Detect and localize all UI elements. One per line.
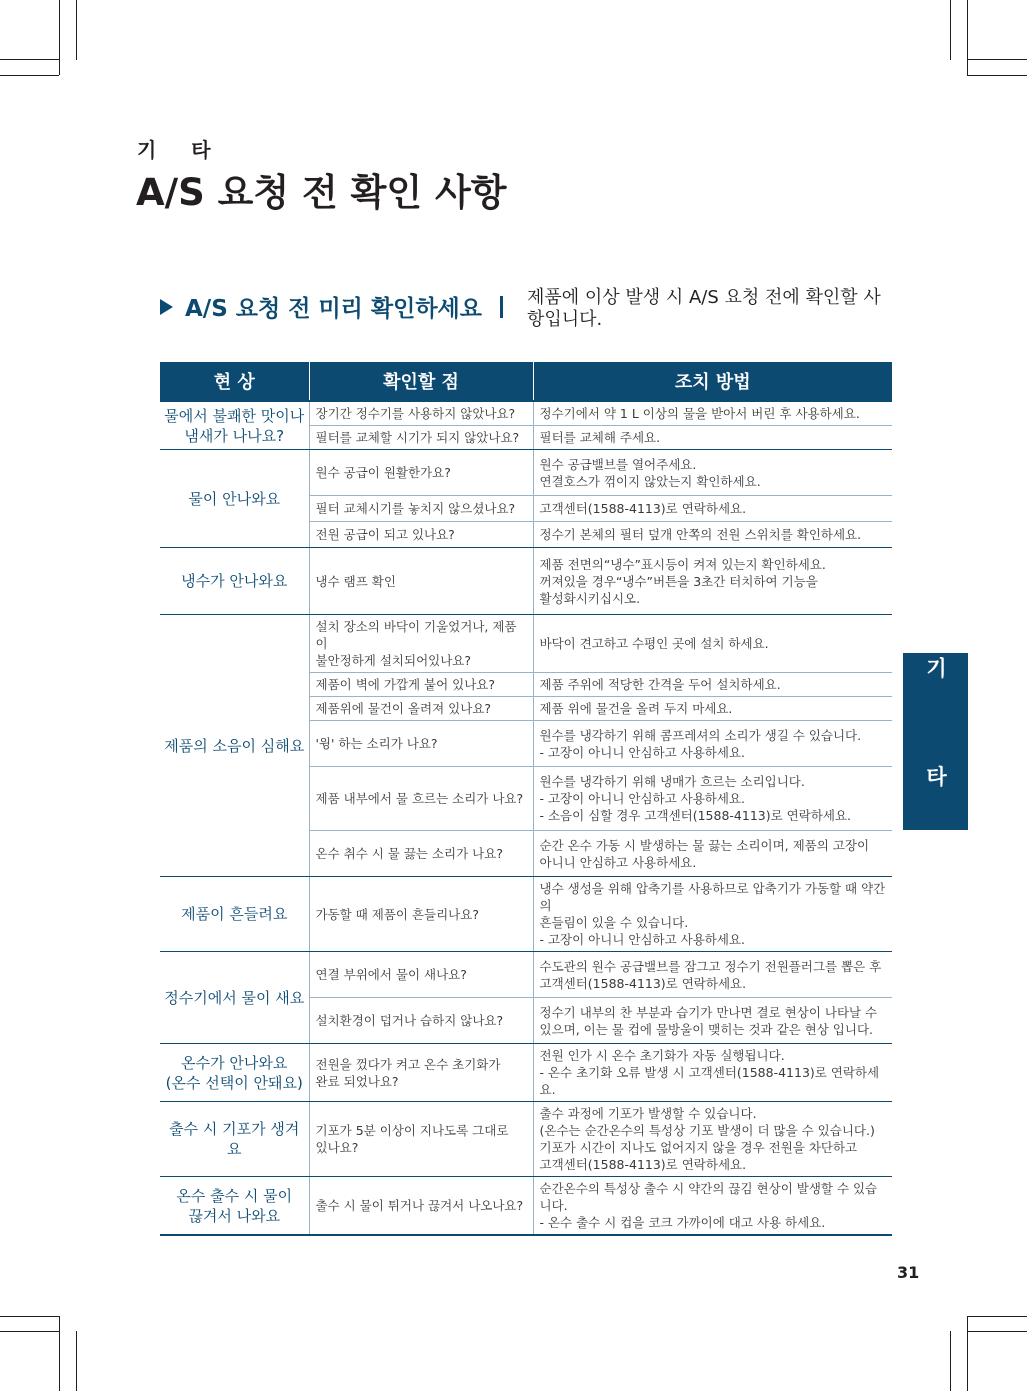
action-cell: 제품 전면의“냉수”표시등이 켜져 있는지 확인하세요. 꺼져있을 경우“냉수”버튼을 3초간 터치하여 기능을 활성화시키십시오.: [533, 548, 892, 615]
crop-mark-top-left-v: [59, 0, 60, 75]
check-cell: 제품 내부에서 물 흐르는 소리가 나요?: [309, 767, 533, 831]
crop-mark-top-right-h: [967, 59, 1027, 60]
symptom-cell: 온수가 안나와요 (온수 선택이 안돼요): [160, 1044, 309, 1102]
action-cell: 전원 인가 시 온수 초기화가 자동 실행됩니다. - 온수 초기화 오류 발생 시 고객센터(1588-4113)로 연락하세요.: [533, 1044, 892, 1102]
table-header-row: [160, 362, 892, 401]
action-cell: 수도관의 원수 공급밸브를 잠그고 정수기 전원플러그를 뽑은 후 고객센터(1588-4113)로 연락하세요.: [533, 952, 892, 998]
page-number: 31: [897, 1263, 920, 1282]
column-header-symptom: 현 상: [160, 362, 309, 401]
crop-mark-bottom-right-h: [967, 1316, 1027, 1317]
subheading-title: A/S 요청 전 미리 확인하세요: [185, 296, 482, 322]
check-cell: 기포가 5분 이상이 지나도록 그대로 있나요?: [309, 1102, 533, 1177]
symptom-cell: 정수기에서 물이 새요: [160, 952, 309, 1044]
action-cell: 정수기 본체의 필터 덮개 안쪽의 전원 스위치를 확인하세요.: [533, 522, 892, 548]
action-cell: 원수를 냉각하기 위해 콤프레셔의 소리가 생길 수 있습니다. - 고장이 아니니 안심하고 사용하세요.: [533, 721, 892, 767]
action-cell: 순간온수의 특성상 출수 시 약간의 끊김 현상이 발생할 수 있습니다. - 온수 출수 시 컵을 코크 가까이에 대고 사용 하세요.: [533, 1177, 892, 1236]
crop-mark-bottom-right-h2: [967, 1331, 1027, 1332]
check-cell: 연결 부위에서 물이 새나요?: [309, 952, 533, 998]
crop-mark-bottom-left-h2: [0, 1331, 60, 1332]
subheading: [160, 290, 519, 323]
crop-mark-bottom-right-v2: [967, 1316, 968, 1391]
action-cell: 정수기에서 약 1 L 이상의 물을 받아서 버린 후 사용하세요.: [533, 401, 892, 426]
check-cell: 제품이 벽에 가깝게 붙어 있나요?: [309, 673, 533, 697]
symptom-cell: 온수 출수 시 물이 끊겨서 나와요: [160, 1177, 309, 1236]
check-cell: 출수 시 물이 튀거나 끊겨서 나오나요?: [309, 1177, 533, 1236]
side-tab-label: 기 타: [923, 656, 948, 827]
column-header-action: 조치 방법: [533, 362, 892, 401]
table-row: [160, 615, 892, 673]
check-cell: '윙' 하는 소리가 나요?: [309, 721, 533, 767]
crop-mark-top-left-v2: [76, 0, 77, 60]
check-cell: 원수 공급이 원활한가요?: [309, 450, 533, 496]
table-row: [160, 877, 892, 952]
action-cell: 원수를 냉각하기 위해 냉매가 흐르는 소리입니다. - 고장이 아니니 안심하고 사용하세요. - 소음이 심할 경우 고객센터(1588-4113)로 연락하세요.: [533, 767, 892, 831]
section-label: 기 타: [137, 138, 225, 162]
symptom-cell: 출수 시 기포가 생겨요: [160, 1102, 309, 1177]
check-cell: 가동할 때 제품이 흔들리나요?: [309, 877, 533, 952]
table-row: [160, 548, 892, 615]
symptom-cell: 물이 안나와요: [160, 450, 309, 548]
action-cell: 정수기 내부의 찬 부분과 습기가 만나면 결로 현상이 나타날 수 있으며, 이는 물 컵에 물방울이 맺히는 것과 같은 현상 입니다.: [533, 998, 892, 1044]
action-cell: 냉수 생성을 위해 압축기를 사용하므로 압축기가 가동할 때 약간의 흔들림이 있을 수 있습니다. - 고장이 아니니 안심하고 사용하세요.: [533, 877, 892, 952]
action-cell: 순간 온수 가동 시 발생하는 물 끓는 소리이며, 제품의 고장이 아니니 안심하고 사용하세요.: [533, 831, 892, 877]
divider: [500, 296, 503, 318]
check-cell: 온수 취수 시 물 끓는 소리가 나요?: [309, 831, 533, 877]
symptom-cell: 물에서 불쾌한 맛이나 냄새가 나나요?: [160, 401, 309, 450]
symptom-cell: 냉수가 안나와요: [160, 548, 309, 615]
crop-mark-bottom-left-v: [59, 1316, 60, 1391]
check-cell: 냉수 램프 확인: [309, 548, 533, 615]
crop-mark-bottom-right-v: [950, 1331, 951, 1391]
action-cell: 바닥이 견고하고 수평인 곳에 설치 하세요.: [533, 615, 892, 673]
table-row: [160, 1177, 892, 1236]
action-cell: 제품 위에 물건을 올려 두지 마세요.: [533, 697, 892, 721]
crop-mark-top-left-h2: [0, 75, 59, 76]
symptom-cell: 제품이 흔들려요: [160, 877, 309, 952]
table-row: [160, 1044, 892, 1102]
table-body: [160, 401, 892, 1235]
check-cell: 장기간 정수기를 사용하지 않았나요?: [309, 401, 533, 426]
crop-mark-top-right-v: [950, 0, 951, 60]
column-header-check: 확인할 점: [309, 362, 533, 401]
table-row: [160, 952, 892, 998]
crop-mark-bottom-left-h: [0, 1316, 59, 1317]
triangle-bullet-icon: [160, 299, 173, 315]
table-row: [160, 401, 892, 426]
crop-mark-bottom-left-v2: [76, 1331, 77, 1391]
troubleshooting-table: [160, 362, 892, 1236]
side-tab: [903, 653, 968, 830]
crop-mark-top-left-h: [0, 59, 60, 60]
check-cell: 설치 장소의 바닥이 기울었거나, 제품이 불안정하게 설치되어있나요?: [309, 615, 533, 673]
table-row: [160, 450, 892, 496]
check-cell: 제품위에 물건이 올려져 있나요?: [309, 697, 533, 721]
check-cell: 필터 교체시기를 놓치지 않으셨나요?: [309, 496, 533, 522]
action-cell: 출수 과정에 기포가 발생할 수 있습니다. (온수는 순간온수의 특성상 기포 발생이 더 많을 수 있습니다.) 기포가 시간이 지나도 없어지지 않을 경우 전원을 차단하고 고객센터(1588-4113)로 연락하세요.: [533, 1102, 892, 1177]
subheading-description: 제품에 이상 발생 시 A/S 요청 전에 확인할 사항입니다.: [527, 287, 881, 330]
check-cell: 전원 공급이 되고 있나요?: [309, 522, 533, 548]
check-cell: 전원을 껐다가 켜고 온수 초기화가 완료 되었나요?: [309, 1044, 533, 1102]
action-cell: 필터를 교체해 주세요.: [533, 426, 892, 450]
check-cell: 필터를 교체할 시기가 되지 않았나요?: [309, 426, 533, 450]
symptom-cell: 제품의 소음이 심해요: [160, 615, 309, 877]
action-cell: 제품 주위에 적당한 간격을 두어 설치하세요.: [533, 673, 892, 697]
table-row: [160, 1102, 892, 1177]
crop-mark-top-right-h2: [967, 75, 1027, 76]
page-title: A/S 요청 전 확인 사항: [136, 171, 507, 214]
crop-mark-top-right-v2: [967, 0, 968, 75]
action-cell: 원수 공급밸브를 열어주세요. 연결호스가 꺾이지 않았는지 확인하세요.: [533, 450, 892, 496]
action-cell: 고객센터(1588-4113)로 연락하세요.: [533, 496, 892, 522]
check-cell: 설치환경이 덥거나 습하지 않나요?: [309, 998, 533, 1044]
